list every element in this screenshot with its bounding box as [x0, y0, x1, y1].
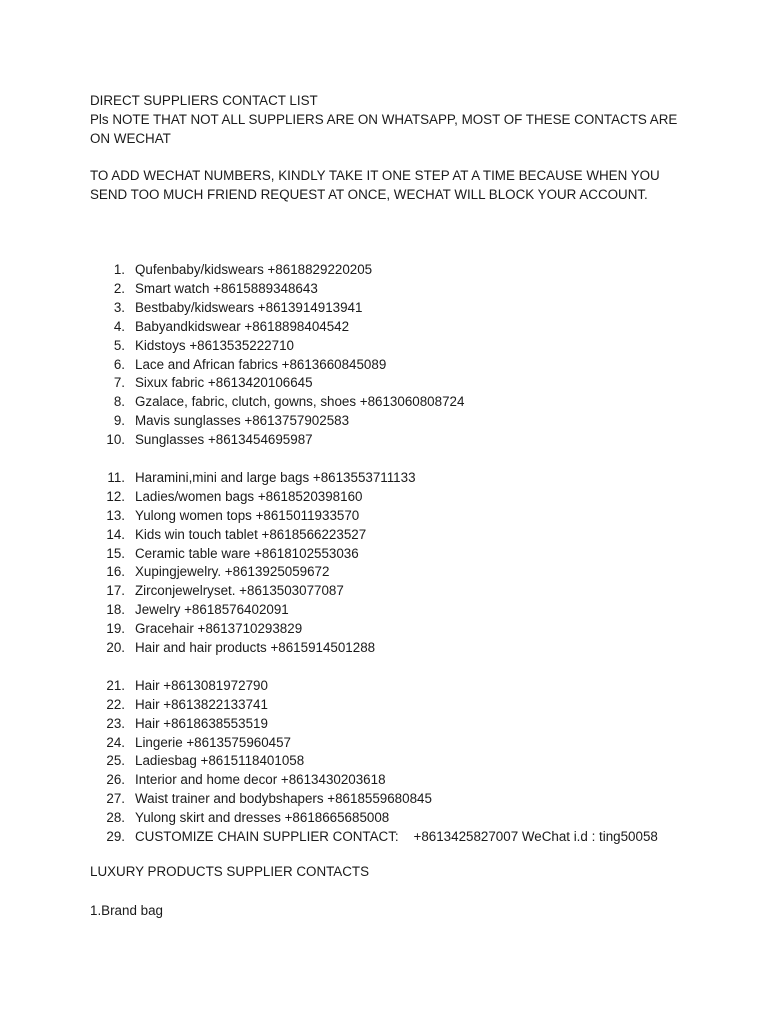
list-item-number: 23.	[106, 715, 125, 731]
supplier-list-item	[0, 506, 768, 525]
wechat-instruction: TO ADD WECHAT NUMBERS, KINDLY TAKE IT ONE STEP AT A TIME BECAUSE WHEN YOU SEND TOO MUCH FRIEND REQUEST AT ONCE, WECHAT WILL BLOCK YOUR ACCOUNT.	[90, 168, 660, 202]
supplier-list-item	[0, 827, 768, 846]
supplier-contact-text: Yulong skirt and dresses +8618665685008	[135, 810, 390, 826]
supplier-contact-text: Kidstoys +8613535222710	[135, 337, 294, 353]
list-item-number: 19.	[106, 621, 125, 637]
supplier-list-item	[0, 751, 768, 770]
supplier-list-item	[0, 279, 768, 298]
supplier-list-item	[0, 411, 768, 430]
list-item-number: 14.	[106, 526, 125, 542]
list-item-number: 21.	[106, 677, 125, 693]
supplier-list-item	[0, 298, 768, 317]
supplier-contact-text: Babyandkidswear +8618898404542	[135, 318, 350, 334]
supplier-list-item	[0, 600, 768, 619]
supplier-list-item	[0, 355, 768, 374]
list-item-number: 11.	[107, 469, 125, 485]
supplier-contact-text: Sixux fabric +8613420106645	[135, 375, 313, 391]
supplier-contact-text: Gzalace, fabric, clutch, gowns, shoes +8613060808724	[135, 394, 465, 410]
luxury-item-brand-bag: 1.Brand bag	[90, 903, 163, 918]
supplier-list-item	[0, 638, 768, 657]
list-item-number: 7.	[113, 375, 125, 391]
list-item-number: 24.	[106, 734, 125, 750]
supplier-contact-text: Hair and hair products +8615914501288	[135, 640, 376, 655]
list-item-number: 13.	[106, 507, 125, 523]
supplier-contact-text: Kids win touch tablet +8618566223527	[135, 526, 367, 542]
list-item-number: 22.	[106, 696, 125, 712]
supplier-list-item	[0, 317, 768, 336]
supplier-contact-text: Qufenbaby/kidswears +8618829220205	[135, 262, 373, 277]
supplier-list-item	[0, 430, 768, 449]
supplier-list-item	[0, 487, 768, 506]
supplier-list-item	[0, 544, 768, 563]
supplier-contact-text: Hair +8613081972790	[135, 677, 268, 693]
list-item-number: 16.	[106, 564, 125, 580]
list-item-number: 6.	[113, 356, 125, 372]
list-item-number: 26.	[106, 772, 125, 788]
supplier-list-item	[0, 808, 768, 827]
supplier-contact-text: Mavis sunglasses +8613757902583	[135, 413, 350, 429]
supplier-list-item	[0, 581, 768, 600]
list-item-number: 9.	[113, 413, 125, 429]
supplier-contact-text: Interior and home decor +8613430203618	[135, 772, 386, 788]
luxury-heading: LUXURY PRODUCTS SUPPLIER CONTACTS	[90, 864, 370, 879]
supplier-contact-text: Haramini,mini and large bags +8613553711133	[135, 469, 416, 485]
supplier-list-item	[0, 525, 768, 544]
list-item-number: 12.	[106, 488, 125, 504]
supplier-contact-text: Hair +8618638553519	[135, 715, 268, 731]
supplier-list-item	[0, 676, 768, 695]
list-item-number: 1.	[113, 262, 125, 277]
supplier-list-item	[0, 789, 768, 808]
supplier-contact-text: Ceramic table ware +8618102553036	[135, 545, 359, 561]
supplier-contact-text: Jewelry +8618576402091	[135, 602, 289, 618]
list-item-number: 29.	[106, 829, 125, 844]
supplier-contact-text: Lingerie +8613575960457	[135, 734, 291, 750]
supplier-list-item	[0, 733, 768, 752]
list-item-number: 18.	[106, 602, 125, 618]
list-item-number: 5.	[113, 337, 125, 353]
supplier-contact-text: Xupingjewelry. +8613925059672	[135, 564, 330, 580]
whatsapp-note: Pls NOTE THAT NOT ALL SUPPLIERS ARE ON WHATSAPP, MOST OF THESE CONTACTS ARE ON WECHAT	[90, 112, 678, 146]
list-item-number: 17.	[106, 583, 125, 599]
supplier-list-item	[0, 468, 768, 487]
supplier-list-item	[0, 714, 768, 733]
list-item-number: 20.	[106, 640, 125, 655]
supplier-list-item	[0, 392, 768, 411]
supplier-list-item	[0, 695, 768, 714]
supplier-contact-text: Smart watch +8615889348643	[135, 280, 318, 296]
list-item-number: 4.	[113, 318, 125, 334]
supplier-contact-text: Waist trainer and bodybshapers +8618559680845	[135, 791, 432, 807]
list-item-number: 8.	[113, 394, 125, 410]
supplier-list-item	[0, 619, 768, 638]
supplier-contact-text: Sunglasses +8613454695987	[135, 432, 313, 448]
supplier-contact-text: Bestbaby/kidswears +8613914913941	[135, 299, 363, 315]
supplier-contact-text: Gracehair +8613710293829	[135, 621, 303, 637]
supplier-list-item	[0, 373, 768, 392]
supplier-list-item	[0, 770, 768, 789]
supplier-contact-text: Zirconjewelryset. +8613503077087	[135, 583, 344, 599]
supplier-list-item	[0, 562, 768, 581]
document-title: DIRECT SUPPLIERS CONTACT LIST	[90, 93, 318, 108]
supplier-contact-text: Yulong women tops +8615011933570	[135, 507, 360, 523]
supplier-list-item	[0, 260, 768, 279]
supplier-contact-text: Hair +8613822133741	[135, 696, 268, 712]
list-item-number: 3.	[113, 299, 125, 315]
supplier-contact-text: Lace and African fabrics +8613660845089	[135, 356, 387, 372]
list-item-number: 15.	[106, 545, 125, 561]
supplier-contact-text: Ladies/women bags +8618520398160	[135, 488, 363, 504]
supplier-list-item	[0, 336, 768, 355]
list-item-number: 25.	[106, 753, 125, 769]
list-item-number: 10.	[106, 432, 125, 448]
list-item-number: 27.	[106, 791, 125, 807]
supplier-contact-text: Ladiesbag +8615118401058	[135, 753, 305, 769]
supplier-contact-text: CUSTOMIZE CHAIN SUPPLIER CONTACT: +8613425827007 WeChat i.d : ting50058	[135, 829, 658, 844]
list-item-number: 2.	[113, 280, 125, 296]
list-item-number: 28.	[106, 810, 125, 826]
